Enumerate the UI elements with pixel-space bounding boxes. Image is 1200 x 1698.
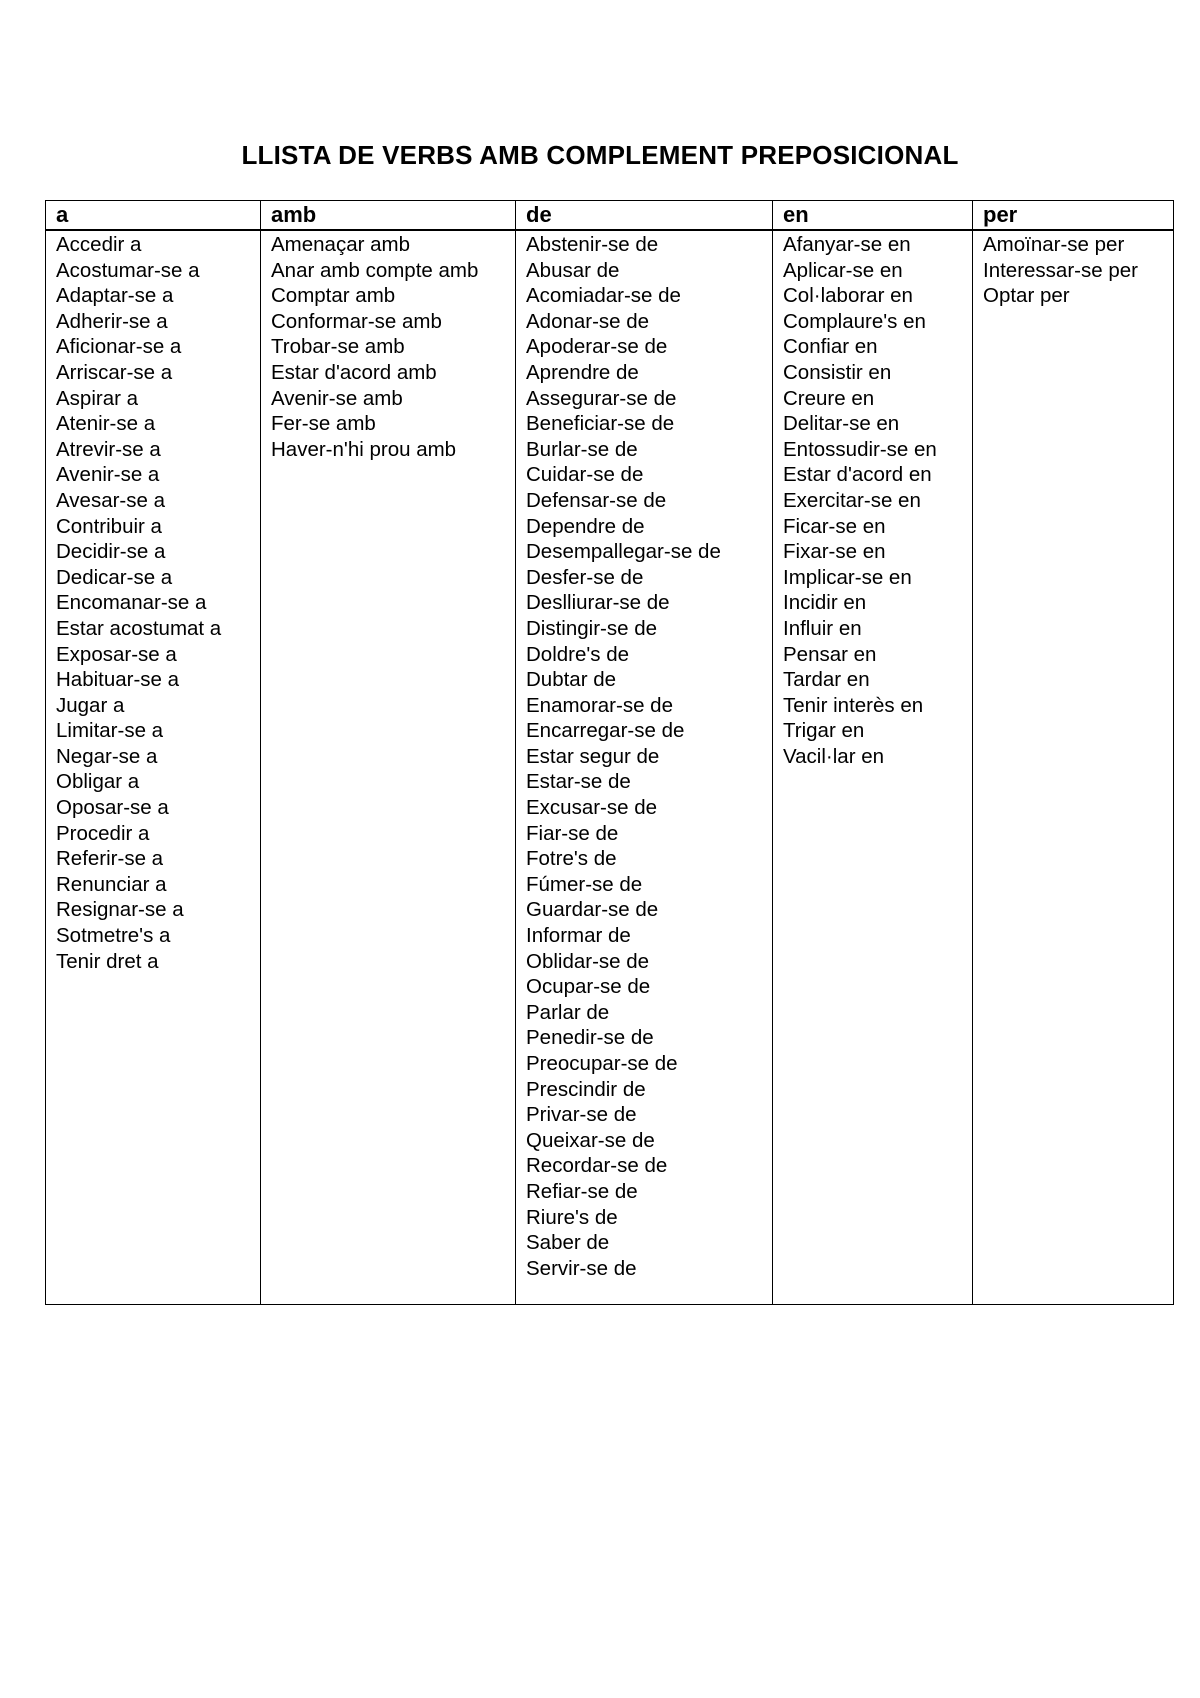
verb-item: Resignar-se a (56, 898, 184, 922)
verb-item: Col·laborar en (783, 284, 913, 308)
verb-list-a (56, 232, 250, 974)
verb-item: Influir en (783, 616, 862, 640)
verb-item: Penedir-se de (526, 1026, 654, 1050)
verb-item: Atrevir-se a (56, 437, 161, 461)
verb-item: Interessar-se per (983, 258, 1138, 282)
verb-item: Informar de (526, 924, 631, 948)
verb-item: Accedir a (56, 233, 142, 256)
verb-item: Fúmer-se de (526, 872, 643, 896)
verb-item: Dubtar de (526, 668, 617, 692)
verb-item: Vacil·lar en (783, 744, 885, 768)
verb-item: Procedir a (56, 821, 150, 845)
verb-item: Dependre de (526, 514, 645, 538)
verb-item: Riure's de (526, 1205, 618, 1229)
table-body-row (46, 230, 1174, 1305)
verb-item: Aplicar-se en (783, 258, 903, 282)
verb-item: Distingir-se de (526, 616, 658, 640)
verb-item: Excusar-se de (526, 796, 658, 820)
verb-item: Comptar amb (271, 284, 396, 308)
verb-item: Complaure's en (783, 309, 926, 333)
verb-list-en (783, 232, 962, 769)
verb-item: Aspirar a (56, 386, 139, 410)
verb-item: Estar d'acord amb (271, 360, 437, 384)
verb-item: Adonar-se de (526, 309, 650, 333)
verb-item: Prescindir de (526, 1077, 646, 1101)
verb-item: Enamorar-se de (526, 693, 673, 717)
verb-item: Trobar-se amb (271, 335, 405, 359)
verb-item: Desfer-se de (526, 565, 644, 589)
verb-item: Arriscar-se a (56, 360, 173, 384)
verb-item: Decidir-se a (56, 540, 166, 564)
column-cell-en (773, 230, 973, 1305)
column-header-per: per (973, 201, 1174, 231)
verb-item: Obligar a (56, 770, 140, 794)
verb-item: Recordar-se de (526, 1154, 668, 1178)
verb-item: Privar-se de (526, 1103, 637, 1127)
verb-item: Incidir en (783, 591, 867, 615)
verb-item: Atenir-se a (56, 412, 156, 436)
verb-item: Referir-se a (56, 847, 164, 871)
column-header-amb: amb (261, 201, 516, 231)
verb-item: Parlar de (526, 1000, 610, 1024)
verb-item: Aprendre de (526, 360, 639, 384)
verb-item: Burlar-se de (526, 437, 638, 461)
verb-item: Fiar-se de (526, 821, 619, 845)
verb-item: Adaptar-se a (56, 284, 174, 308)
verb-item: Afanyar-se en (783, 233, 911, 256)
verb-item: Abusar de (526, 258, 620, 282)
verb-item: Adherir-se a (56, 309, 168, 333)
column-header-de: de (516, 201, 773, 231)
verb-item: Acostumar-se a (56, 258, 200, 282)
column-cell-amb (261, 230, 516, 1305)
verb-item: Haver-n'hi prou amb (271, 437, 457, 461)
verb-item: Doldre's de (526, 642, 630, 666)
verb-item: Refiar-se de (526, 1179, 638, 1203)
verb-item: Pensar en (783, 642, 877, 666)
verb-item: Jugar a (56, 693, 125, 717)
verb-item: Ficar-se en (783, 514, 886, 538)
verb-item: Tardar en (783, 668, 870, 692)
verb-item: Optar per (983, 284, 1070, 308)
verb-item: Preocupar-se de (526, 1052, 678, 1075)
verb-list-amb (271, 232, 505, 462)
verb-item: Queixar-se de (526, 1128, 655, 1152)
verb-item: Avesar-se a (56, 488, 166, 512)
verb-item: Assegurar-se de (526, 386, 677, 410)
verb-item: Defensar-se de (526, 488, 667, 512)
verb-item: Oposar-se a (56, 796, 169, 820)
verb-item: Abstenir-se de (526, 233, 659, 256)
verb-item: Tenir interès en (783, 693, 924, 717)
verb-item: Guardar-se de (526, 898, 659, 922)
verb-item: Confiar en (783, 335, 878, 359)
column-cell-de (516, 230, 773, 1305)
verb-item: Habituar-se a (56, 668, 180, 692)
verb-item: Renunciar a (56, 872, 167, 896)
verb-item: Dedicar-se a (56, 565, 173, 589)
verb-item: Avenir-se amb (271, 386, 403, 410)
verb-item: Desempallegar-se de (526, 540, 721, 564)
verb-item: Cuidar-se de (526, 463, 644, 487)
verb-item: Deslliurar-se de (526, 591, 670, 615)
column-cell-per (973, 230, 1174, 1305)
verb-item: Encomanar-se a (56, 591, 207, 615)
verb-item: Acomiadar-se de (526, 284, 681, 308)
verb-item: Consistir en (783, 360, 892, 384)
verb-item: Encarregar-se de (526, 719, 685, 743)
verb-item: Estar acostumat a (56, 616, 222, 640)
verb-item: Aficionar-se a (56, 335, 182, 359)
verb-item: Amenaçar amb (271, 233, 411, 256)
verb-item: Limitar-se a (56, 719, 164, 743)
table-header-row (46, 201, 1174, 231)
verb-item: Beneficiar-se de (526, 412, 675, 436)
verb-item: Estar segur de (526, 744, 660, 768)
verb-item: Avenir-se a (56, 463, 160, 487)
verb-item: Anar amb compte amb (271, 258, 479, 282)
verb-item: Servir-se de (526, 1256, 637, 1280)
verb-item: Delitar-se en (783, 412, 900, 436)
verb-item: Apoderar-se de (526, 335, 668, 359)
verb-item: Exposar-se a (56, 642, 177, 666)
column-cell-a (46, 230, 261, 1305)
verb-item: Amoïnar-se per (983, 233, 1125, 256)
column-header-en: en (773, 201, 973, 231)
column-header-a: a (46, 201, 261, 231)
verb-item: Fixar-se en (783, 540, 886, 564)
verb-item: Exercitar-se en (783, 488, 921, 512)
verb-list-de (526, 232, 762, 1281)
verb-item: Conformar-se amb (271, 309, 442, 333)
verb-item: Estar-se de (526, 770, 631, 794)
verb-item: Oblidar-se de (526, 949, 650, 973)
verb-item: Fer-se amb (271, 412, 376, 436)
verb-item: Saber de (526, 1231, 610, 1255)
verb-item: Sotmetre's a (56, 924, 171, 948)
page-title: LLISTA DE VERBS AMB COMPLEMENT PREPOSICIONAL (241, 140, 959, 170)
verb-item: Entossudir-se en (783, 437, 937, 461)
verb-item: Ocupar-se de (526, 975, 651, 999)
verb-item: Fotre's de (526, 847, 617, 871)
verb-list-per (983, 232, 1163, 309)
verb-item: Trigar en (783, 719, 865, 743)
verb-item: Creure en (783, 386, 875, 410)
verb-item: Estar d'acord en (783, 463, 932, 487)
verb-item: Contribuir a (56, 514, 162, 538)
verb-item: Implicar-se en (783, 565, 912, 589)
verb-item: Negar-se a (56, 744, 158, 768)
verb-item: Tenir dret a (56, 949, 159, 973)
verb-table (45, 200, 1174, 1305)
